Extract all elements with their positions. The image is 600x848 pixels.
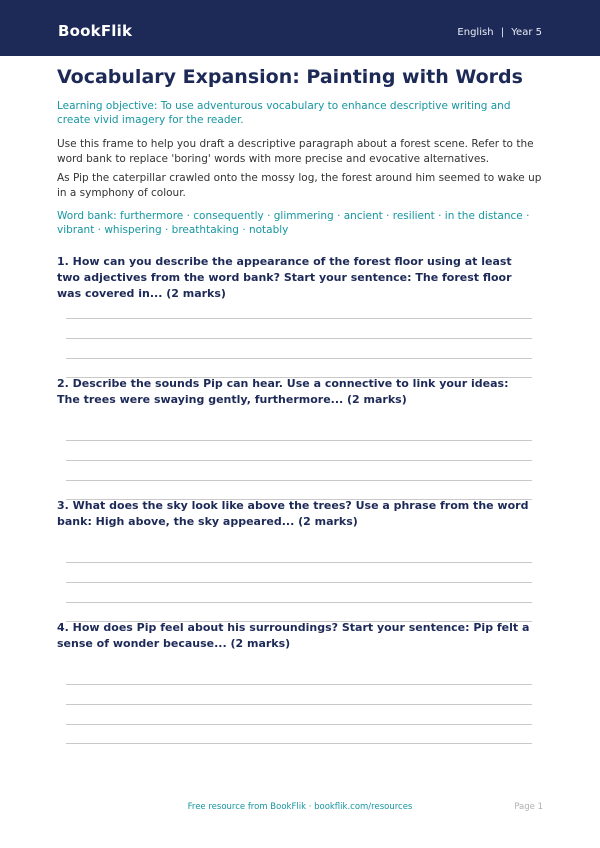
answer-line[interactable] <box>66 684 532 685</box>
example-text: As Pip the caterpillar crawled onto the mossy log, the forest around him seemed to wake up in a symphony of colour. <box>57 172 542 199</box>
answer-line[interactable] <box>66 318 532 319</box>
answer-line[interactable] <box>66 704 532 705</box>
answer-line[interactable] <box>66 602 532 603</box>
question-2: 2. Describe the sounds Pip can hear. Use a connective to link your ideas: The trees were swaying gently, furthermore... (2 marks) <box>57 377 509 406</box>
footer-credit: Free resource from BookFlik · bookflik.com/resources <box>187 802 413 812</box>
answer-line[interactable] <box>66 743 532 744</box>
page-header <box>0 0 600 56</box>
question-4: 4. How does Pip feel about his surroundings? Start your sentence: Pip felt a sense of wonder because... (2 marks) <box>57 621 530 650</box>
page-title: Vocabulary Expansion: Painting with Words <box>57 66 523 88</box>
crumb-separator: | <box>500 27 505 38</box>
answer-line[interactable] <box>66 338 532 339</box>
year-label: Year 5 <box>511 27 542 38</box>
answer-line[interactable] <box>66 724 532 725</box>
answer-line[interactable] <box>66 440 532 441</box>
word-bank: Word bank: furthermore · consequently · glimmering · ancient · resilient · in the distance · vibrant · whispering · breathtaking · notably <box>57 210 530 236</box>
brand-logo-text: BookFlik <box>58 22 133 40</box>
intro-text: Use this frame to help you draft a descriptive paragraph about a forest scene. Refer to the word bank to replace 'boring' words with more precise and evocative alternatives. <box>57 138 534 165</box>
answer-line[interactable] <box>66 358 532 359</box>
question-1: 1. How can you describe the appearance of the forest floor using at least two adjectives from the word bank? Start your sentence: The forest floor was covered in... (2 marks) <box>57 255 512 300</box>
learning-objective: Learning objective: To use adventurous vocabulary to enhance descriptive writing and create vivid imagery for the reader. <box>57 100 511 126</box>
answer-line[interactable] <box>66 582 532 583</box>
question-3: 3. What does the sky look like above the trees? Use a phrase from the word bank: High above, the sky appeared... (2 marks) <box>57 499 529 528</box>
page-number: Page 1 <box>514 802 543 812</box>
subject-label: English <box>457 27 494 38</box>
answer-line[interactable] <box>66 460 532 461</box>
answer-line[interactable] <box>66 480 532 481</box>
subject-year-label <box>457 27 542 38</box>
answer-line[interactable] <box>66 562 532 563</box>
